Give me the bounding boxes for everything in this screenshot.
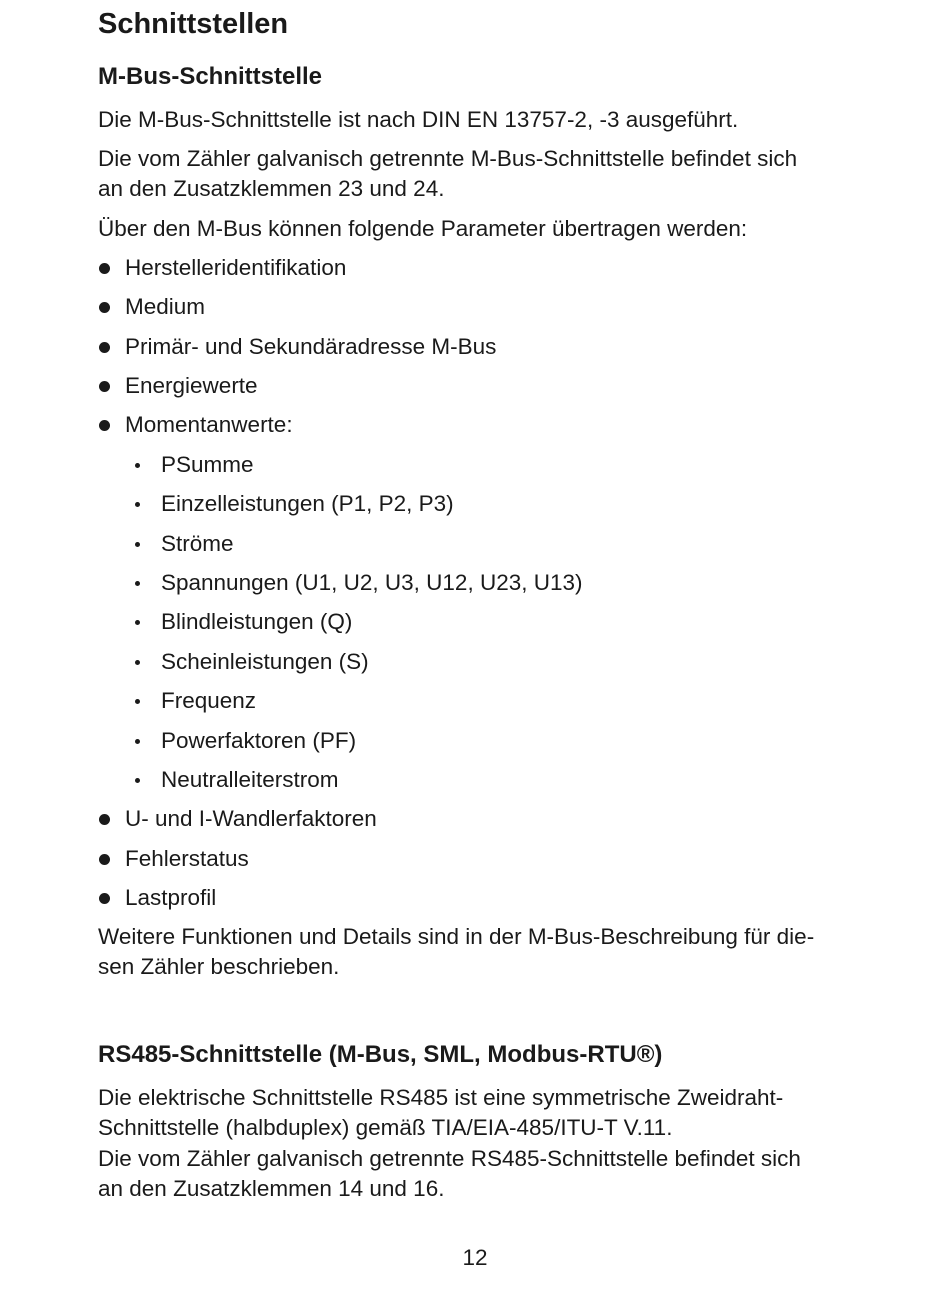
bullet-icon [99,381,110,392]
bullet-icon [99,814,110,825]
bullet-icon [99,420,110,431]
rs485-line-1: Die elektrische Schnittstelle RS485 ist eine symmetrische Zweidraht- [98,1085,784,1110]
rs485-line-3: Die vom Zähler galvanisch getrennte RS485-Schnittstelle befindet sich [98,1146,801,1171]
small-bullet-icon [135,620,140,625]
bullet-icon [99,342,110,353]
bullet-icon [99,854,110,865]
small-bullet-icon [135,463,140,468]
mbus-heading: M-Bus-Schnittstelle [98,63,323,90]
mbus-paragraph-2-line-2: an den Zusatzklemmen 23 und 24. [98,176,445,201]
small-bullet-icon [135,660,140,665]
small-bullet-icon [135,699,140,704]
rs485-line-4: an den Zusatzklemmen 14 und 16. [98,1176,445,1201]
small-bullet-icon [135,581,140,586]
bullet-icon [99,302,110,313]
mbus-paragraph-1: Die M-Bus-Schnittstelle ist nach DIN EN 13757-2, -3 ausgeführt. [98,107,739,132]
mbus-paragraph-3: Über den M-Bus können folgende Parameter übertragen werden: [98,216,748,241]
small-bullet-icon [135,542,140,547]
bullet-icon [99,263,110,274]
mbus-paragraph-2-line-1: Die vom Zähler galvanisch getrennte M-Bus-Schnittstelle befindet sich [98,146,798,171]
small-bullet-icon [135,739,140,744]
mbus-paragraph-4-line-1: Weitere Funktionen und Details sind in der M-Bus-Beschreibung für die- [98,924,815,949]
rs485-heading: RS485-Schnittstelle (M-Bus, SML, Modbus-RTU®) [98,1041,663,1068]
page-title: Schnittstellen [98,8,289,40]
rs485-line-2: Schnittstelle (halbduplex) gemäß TIA/EIA-485/ITU-T V.11. [98,1115,673,1140]
bullet-icon [99,893,110,904]
mbus-paragraph-4-line-2: sen Zähler beschrieben. [98,954,340,979]
small-bullet-icon [135,778,140,783]
small-bullet-icon [135,502,140,507]
page-number: 12 [462,1245,488,1270]
